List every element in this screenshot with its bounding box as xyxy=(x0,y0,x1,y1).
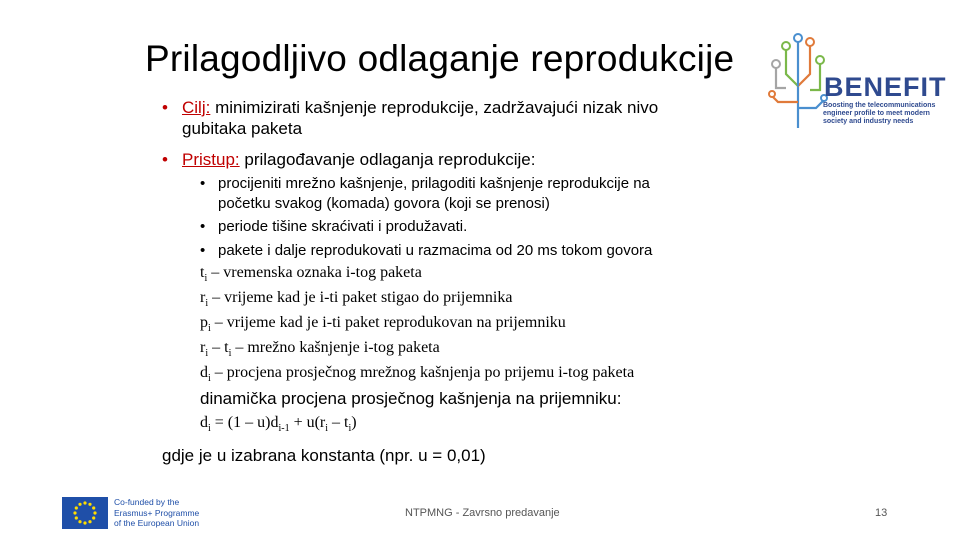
erasmus-logo xyxy=(62,497,232,529)
eu-flag-icon xyxy=(62,497,108,529)
logo-wordmark: BENEFIT xyxy=(824,72,947,102)
bullet-dot: • xyxy=(200,242,206,259)
eu-line: Co-funded by the xyxy=(114,497,180,507)
eq-sub: i xyxy=(348,423,352,435)
bullet-dot: • xyxy=(200,175,206,192)
circuit-tree-icon xyxy=(768,28,828,132)
sub-bullet-text: periode tišine skraćivati i produžavati. xyxy=(218,218,468,235)
definition-r xyxy=(200,289,512,309)
eq-part: = (1 – u)d xyxy=(210,414,279,431)
def-text: – mrežno kašnjenje i-tog paketa xyxy=(231,339,440,356)
goal-label: Cilj: xyxy=(182,98,211,117)
def-text: – vremenska oznaka i-tog paketa xyxy=(207,264,422,281)
eq-sub: i xyxy=(325,423,329,435)
approach-text: prilagođavanje odlaganja reprodukcije: xyxy=(239,150,536,169)
eu-line: Erasmus+ Programme xyxy=(114,507,200,518)
def-text: – vrijeme kad je i-ti paket reprodukovan na prijemniku xyxy=(210,314,566,331)
estimate-equation xyxy=(200,414,357,434)
definition-p xyxy=(200,314,566,334)
eq-part: d xyxy=(200,414,208,431)
eu-cofunded-text xyxy=(114,497,234,529)
eq-part: + u(r xyxy=(289,414,326,431)
eq-sub: i-1 xyxy=(278,423,290,435)
definition-delay xyxy=(200,339,440,359)
bullet-dot: • xyxy=(162,150,168,169)
def-sub: i xyxy=(208,373,211,385)
def-var: d xyxy=(200,364,208,381)
def-sub: i xyxy=(205,348,209,360)
approach-label: Pristup: xyxy=(182,150,240,169)
def-var: p xyxy=(200,314,208,331)
def-var: t xyxy=(200,264,205,281)
page-number: 13 xyxy=(875,507,888,519)
def-sub: i xyxy=(208,323,211,335)
definition-t xyxy=(200,264,422,284)
footer-course: NTPMNG - Zavrsno predavanje xyxy=(405,507,560,519)
dynamic-estimate-label: dinamička procjena prosječnog kašnjenja na prijemniku: xyxy=(200,389,622,408)
eq-part: – t xyxy=(328,414,349,431)
def-var: r xyxy=(200,339,206,356)
eq-part: ) xyxy=(351,414,357,431)
definition-d xyxy=(200,364,634,384)
def-text: – procjena prosječnog mrežnog kašnjenja po prijemu i-tog paketa xyxy=(210,364,635,381)
def-sub: i xyxy=(204,273,208,285)
sub-bullet-text: početku svakog (komada) govora (koji se prenosi) xyxy=(218,195,550,212)
def-sub: i xyxy=(228,348,232,360)
eq-sub: i xyxy=(208,423,211,435)
def-sub: i xyxy=(205,298,209,310)
constant-note: gdje je u izabrana konstanta (npr. u = 0,01) xyxy=(162,446,486,465)
sub-bullet-text: procijeniti mrežno kašnjenje, prilagoditi kašnjenje reprodukcije na xyxy=(218,175,650,192)
bullet-dot: • xyxy=(200,218,206,235)
def-var: r xyxy=(200,289,206,306)
eu-line: of the European Union xyxy=(114,518,200,528)
goal-text-continued: gubitaka paketa xyxy=(182,119,303,138)
slide-title: Prilagodljivo odlaganje reprodukcije xyxy=(145,38,735,79)
logo-tagline: Boosting the telecommunications engineer profile to meet modern society and industry needs xyxy=(823,102,936,125)
def-text: – vrijeme kad je i-ti paket stigao do prijemnika xyxy=(208,289,513,306)
sub-bullet-text: pakete i dalje reprodukovati u razmacima od 20 ms tokom govora xyxy=(218,242,653,259)
bullet-dot: • xyxy=(162,98,168,117)
goal-text: minimizirati kašnjenje reprodukcije, zadržavajući nizak nivo xyxy=(210,98,659,117)
benefit-logo xyxy=(768,28,946,132)
def-mid: – t xyxy=(208,339,229,356)
